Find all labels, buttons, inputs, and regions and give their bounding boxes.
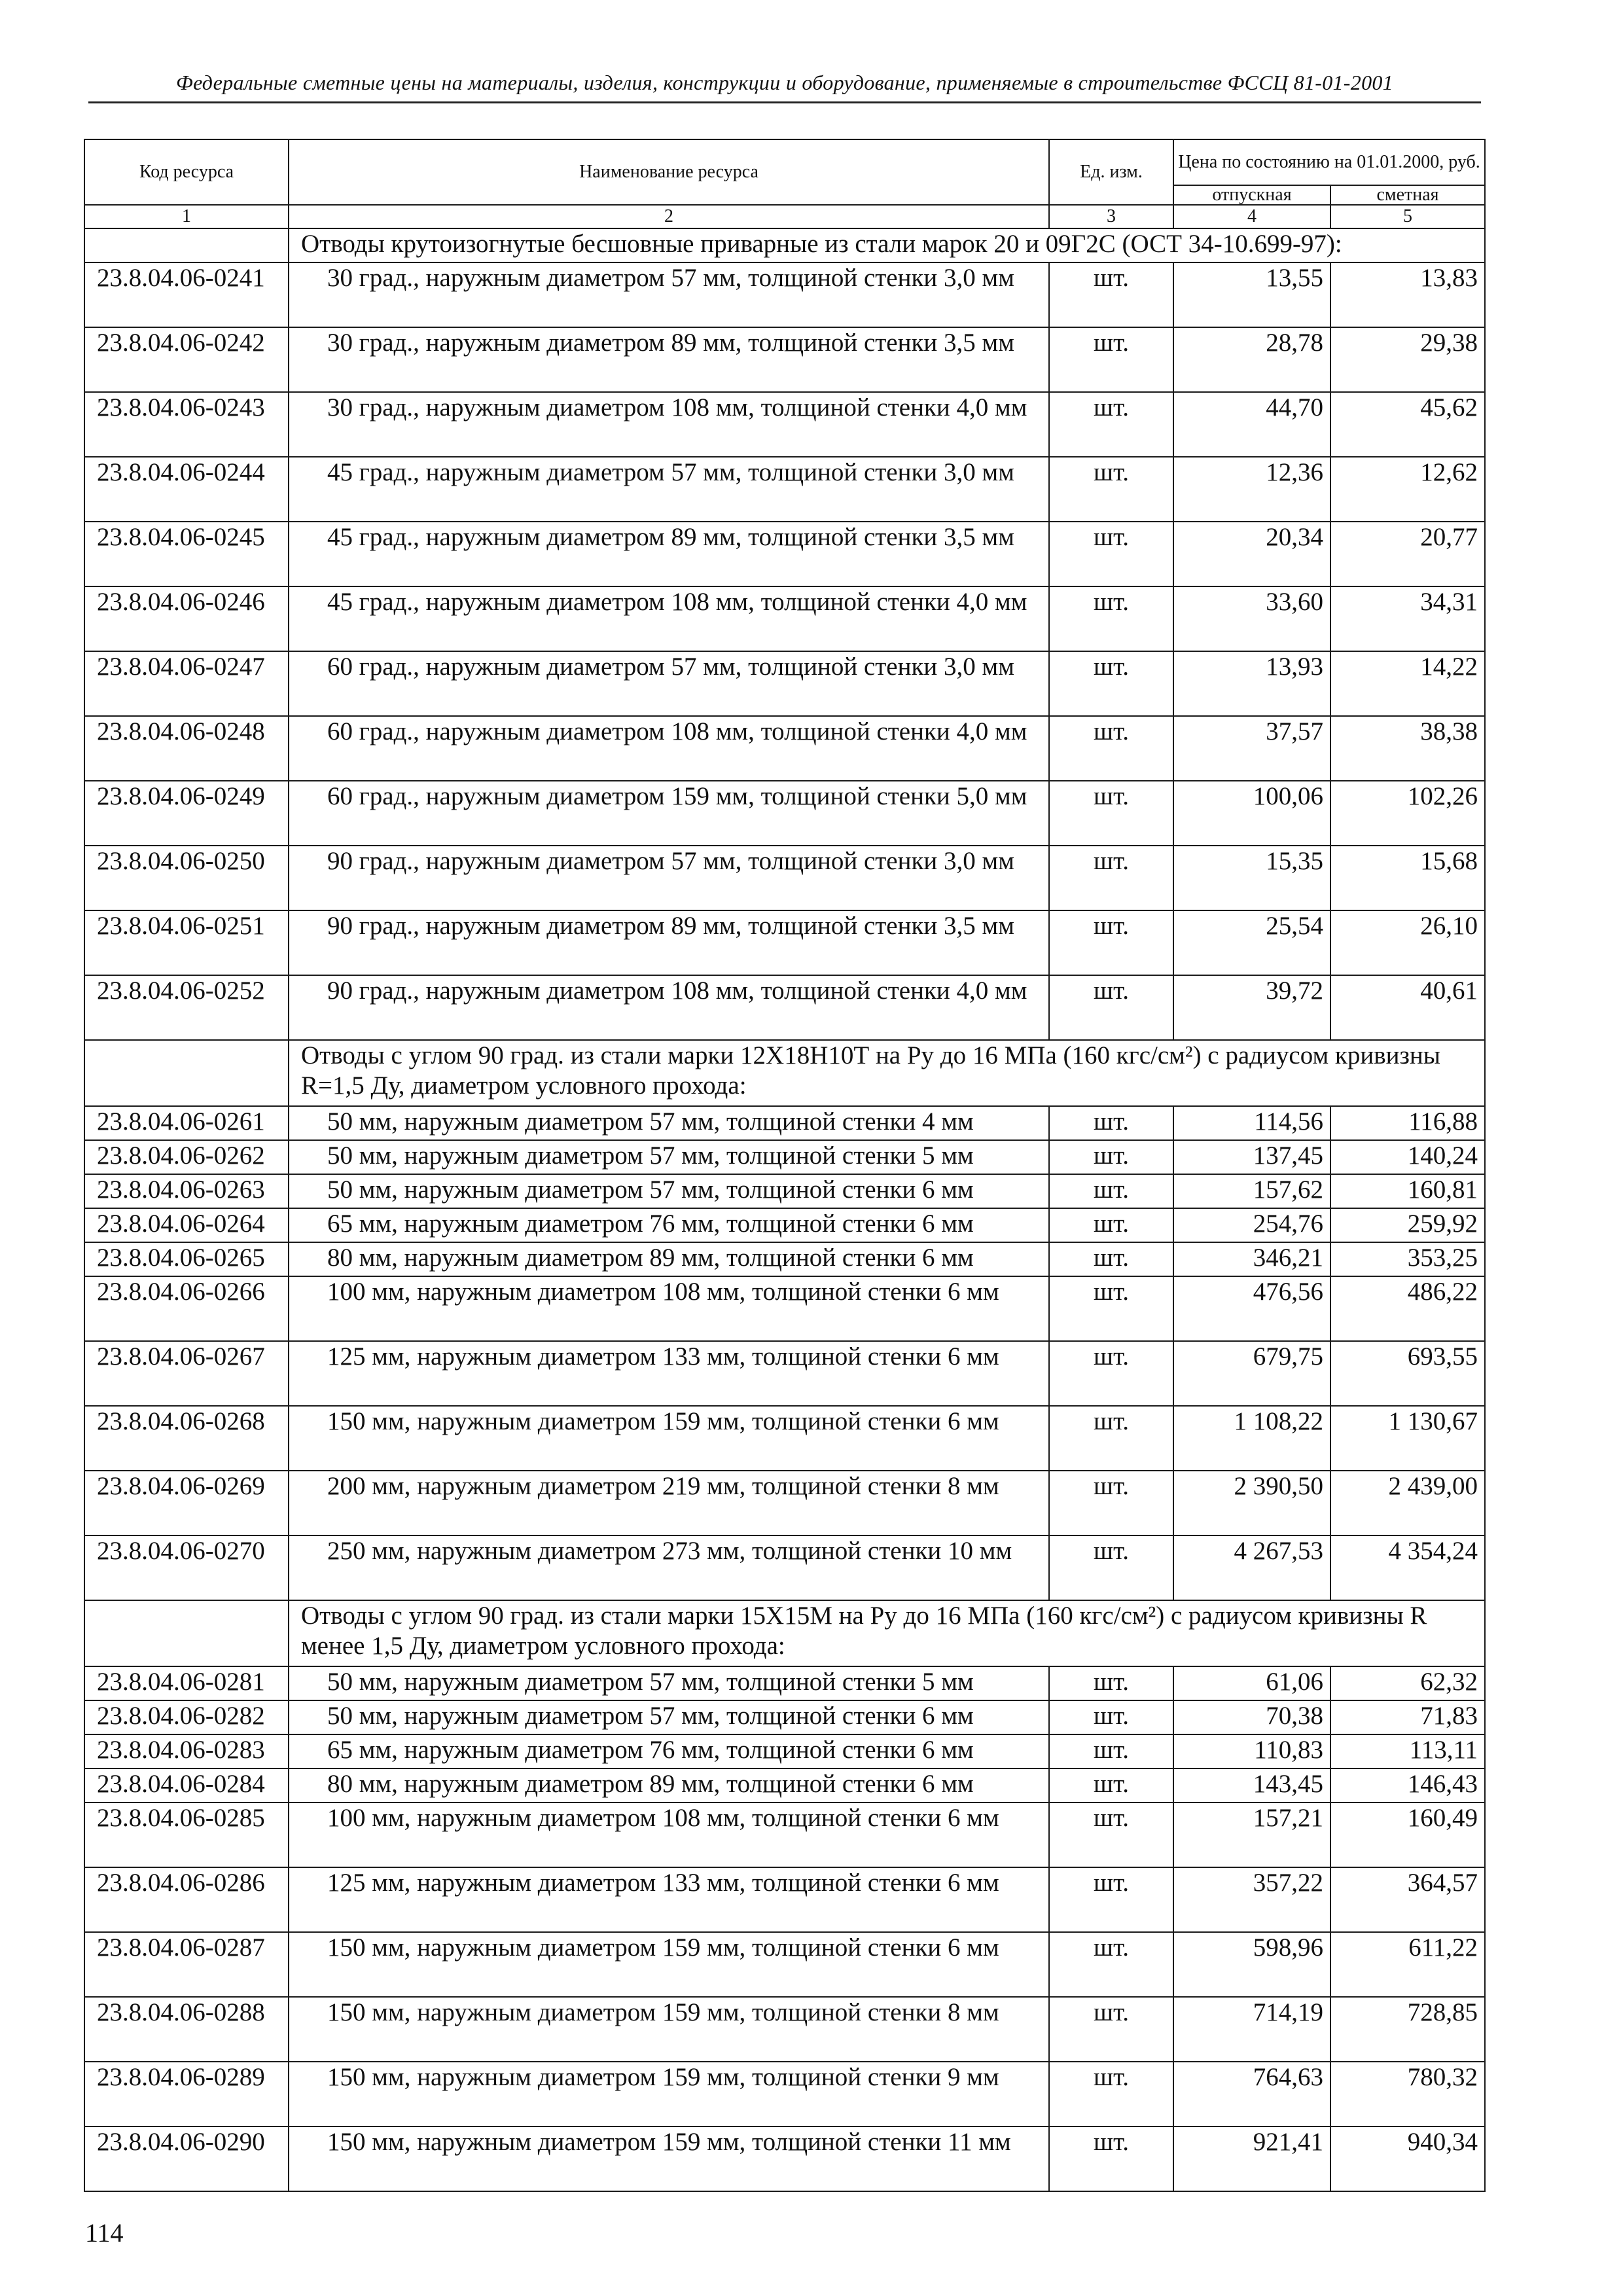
group-row <box>84 228 1485 262</box>
price-wholesale: 476,56 <box>1173 1276 1330 1341</box>
unit: шт. <box>1049 1106 1173 1140</box>
unit: шт. <box>1049 262 1173 327</box>
resource-code: 23.8.04.06-0288 <box>84 1997 289 2062</box>
resource-name: 50 мм, наружным диаметром 57 мм, толщиной стенки 4 мм <box>289 1106 1049 1140</box>
price-table <box>84 139 1486 2192</box>
price-wholesale: 157,62 <box>1173 1174 1330 1208</box>
price-estimate: 353,25 <box>1330 1242 1485 1276</box>
resource-code: 23.8.04.06-0250 <box>84 846 289 910</box>
unit: шт. <box>1049 1768 1173 1803</box>
price-wholesale: 20,34 <box>1173 522 1330 586</box>
table-row <box>84 1406 1485 1471</box>
resource-code: 23.8.04.06-0267 <box>84 1341 289 1406</box>
table-row <box>84 1106 1485 1140</box>
resource-code: 23.8.04.06-0265 <box>84 1242 289 1276</box>
price-wholesale: 13,55 <box>1173 262 1330 327</box>
price-wholesale: 28,78 <box>1173 327 1330 392</box>
group-title: Отводы с углом 90 град. из стали марки 15Х15М на Ру до 16 МПа (160 кгс/см²) с радиусом кривизны R менее 1,5 Ду, диаметром условного прохода: <box>289 1600 1485 1666</box>
unit: шт. <box>1049 327 1173 392</box>
resource-name: 100 мм, наружным диаметром 108 мм, толщиной стенки 6 мм <box>289 1803 1049 1867</box>
resource-code: 23.8.04.06-0287 <box>84 1932 289 1997</box>
price-estimate: 116,88 <box>1330 1106 1485 1140</box>
price-estimate: 160,49 <box>1330 1803 1485 1867</box>
header-estimate: сметная <box>1330 185 1485 205</box>
resource-name: 45 град., наружным диаметром 108 мм, толщиной стенки 4,0 мм <box>289 586 1049 651</box>
resource-name: 50 мм, наружным диаметром 57 мм, толщиной стенки 6 мм <box>289 1174 1049 1208</box>
price-wholesale: 110,83 <box>1173 1734 1330 1768</box>
table-row <box>84 1208 1485 1242</box>
resource-name: 50 мм, наружным диаметром 57 мм, толщиной стенки 5 мм <box>289 1666 1049 1700</box>
price-estimate: 20,77 <box>1330 522 1485 586</box>
price-wholesale: 100,06 <box>1173 781 1330 846</box>
price-wholesale: 70,38 <box>1173 1700 1330 1734</box>
resource-name: 90 град., наружным диаметром 108 мм, толщиной стенки 4,0 мм <box>289 975 1049 1040</box>
group-row <box>84 1600 1485 1666</box>
table-row <box>84 1932 1485 1997</box>
resource-name: 60 град., наружным диаметром 159 мм, толщиной стенки 5,0 мм <box>289 781 1049 846</box>
resource-name: 150 мм, наружным диаметром 159 мм, толщиной стенки 9 мм <box>289 2062 1049 2126</box>
unit: шт. <box>1049 1341 1173 1406</box>
price-estimate: 29,38 <box>1330 327 1485 392</box>
table-row <box>84 910 1485 975</box>
table-row <box>84 1242 1485 1276</box>
table-row <box>84 1700 1485 1734</box>
unit: шт. <box>1049 1140 1173 1174</box>
unit: шт. <box>1049 457 1173 522</box>
price-estimate: 26,10 <box>1330 910 1485 975</box>
price-estimate: 364,57 <box>1330 1867 1485 1932</box>
price-wholesale: 44,70 <box>1173 392 1330 457</box>
table-row <box>84 392 1485 457</box>
price-estimate: 38,38 <box>1330 716 1485 781</box>
table-body <box>84 228 1485 2191</box>
table-row <box>84 716 1485 781</box>
price-estimate: 45,62 <box>1330 392 1485 457</box>
resource-name: 60 град., наружным диаметром 57 мм, толщиной стенки 3,0 мм <box>289 651 1049 716</box>
header-code: Код ресурса <box>84 139 289 205</box>
unit: шт. <box>1049 1867 1173 1932</box>
table-row <box>84 781 1485 846</box>
price-estimate: 40,61 <box>1330 975 1485 1040</box>
price-wholesale: 679,75 <box>1173 1341 1330 1406</box>
header-price: Цена по состоянию на 01.01.2000, руб. <box>1173 139 1485 185</box>
resource-code: 23.8.04.06-0286 <box>84 1867 289 1932</box>
resource-name: 125 мм, наружным диаметром 133 мм, толщиной стенки 6 мм <box>289 1867 1049 1932</box>
table-row <box>84 1276 1485 1341</box>
resource-code: 23.8.04.06-0269 <box>84 1471 289 1535</box>
resource-name: 50 мм, наружным диаметром 57 мм, толщиной стенки 5 мм <box>289 1140 1049 1174</box>
header-name: Наименование ресурса <box>289 139 1049 205</box>
table-row <box>84 327 1485 392</box>
price-wholesale: 764,63 <box>1173 2062 1330 2126</box>
header-wholesale: отпускная <box>1173 185 1330 205</box>
table-row <box>84 1997 1485 2062</box>
resource-code: 23.8.04.06-0263 <box>84 1174 289 1208</box>
table-row <box>84 2062 1485 2126</box>
unit: шт. <box>1049 1535 1173 1600</box>
resource-code: 23.8.04.06-0289 <box>84 2062 289 2126</box>
unit: шт. <box>1049 1932 1173 1997</box>
resource-code: 23.8.04.06-0244 <box>84 457 289 522</box>
group-code-cell <box>84 228 289 262</box>
unit: шт. <box>1049 392 1173 457</box>
price-wholesale: 921,41 <box>1173 2126 1330 2191</box>
unit: шт. <box>1049 2062 1173 2126</box>
price-estimate: 13,83 <box>1330 262 1485 327</box>
price-wholesale: 37,57 <box>1173 716 1330 781</box>
resource-code: 23.8.04.06-0290 <box>84 2126 289 2191</box>
resource-name: 150 мм, наружным диаметром 159 мм, толщиной стенки 6 мм <box>289 1932 1049 1997</box>
resource-name: 250 мм, наружным диаметром 273 мм, толщиной стенки 10 мм <box>289 1535 1049 1600</box>
price-wholesale: 143,45 <box>1173 1768 1330 1803</box>
unit: шт. <box>1049 1276 1173 1341</box>
price-wholesale: 714,19 <box>1173 1997 1330 2062</box>
resource-code: 23.8.04.06-0246 <box>84 586 289 651</box>
price-wholesale: 346,21 <box>1173 1242 1330 1276</box>
price-wholesale: 157,21 <box>1173 1803 1330 1867</box>
price-estimate: 693,55 <box>1330 1341 1485 1406</box>
table-row <box>84 1341 1485 1406</box>
unit: шт. <box>1049 1803 1173 1867</box>
resource-name: 150 мм, наружным диаметром 159 мм, толщиной стенки 6 мм <box>289 1406 1049 1471</box>
price-estimate: 34,31 <box>1330 586 1485 651</box>
price-wholesale: 4 267,53 <box>1173 1535 1330 1600</box>
price-wholesale: 598,96 <box>1173 1932 1330 1997</box>
resource-name: 100 мм, наружным диаметром 108 мм, толщиной стенки 6 мм <box>289 1276 1049 1341</box>
resource-code: 23.8.04.06-0266 <box>84 1276 289 1341</box>
price-estimate: 259,92 <box>1330 1208 1485 1242</box>
table-row <box>84 1140 1485 1174</box>
resource-name: 30 град., наружным диаметром 108 мм, толщиной стенки 4,0 мм <box>289 392 1049 457</box>
unit: шт. <box>1049 716 1173 781</box>
unit: шт. <box>1049 781 1173 846</box>
price-estimate: 2 439,00 <box>1330 1471 1485 1535</box>
resource-code: 23.8.04.06-0261 <box>84 1106 289 1140</box>
price-wholesale: 25,54 <box>1173 910 1330 975</box>
resource-code: 23.8.04.06-0249 <box>84 781 289 846</box>
table-row <box>84 651 1485 716</box>
table-row <box>84 1535 1485 1600</box>
resource-code: 23.8.04.06-0245 <box>84 522 289 586</box>
unit: шт. <box>1049 2126 1173 2191</box>
table-row <box>84 1174 1485 1208</box>
resource-name: 80 мм, наружным диаметром 89 мм, толщиной стенки 6 мм <box>289 1242 1049 1276</box>
resource-name: 50 мм, наружным диаметром 57 мм, толщиной стенки 6 мм <box>289 1700 1049 1734</box>
price-wholesale: 15,35 <box>1173 846 1330 910</box>
table-row <box>84 1768 1485 1803</box>
price-wholesale: 137,45 <box>1173 1140 1330 1174</box>
table-row <box>84 1666 1485 1700</box>
group-title: Отводы с углом 90 град. из стали марки 12Х18Н10Т на Ру до 16 МПа (160 кгс/см²) с радиусом кривизны R=1,5 Ду, диаметром условного прохода: <box>289 1040 1485 1106</box>
resource-code: 23.8.04.06-0248 <box>84 716 289 781</box>
table-row <box>84 1867 1485 1932</box>
price-wholesale: 61,06 <box>1173 1666 1330 1700</box>
price-estimate: 160,81 <box>1330 1174 1485 1208</box>
price-wholesale: 33,60 <box>1173 586 1330 651</box>
price-estimate: 15,68 <box>1330 846 1485 910</box>
price-estimate: 140,24 <box>1330 1140 1485 1174</box>
resource-name: 45 град., наружным диаметром 89 мм, толщиной стенки 3,5 мм <box>289 522 1049 586</box>
resource-name: 90 град., наружным диаметром 89 мм, толщиной стенки 3,5 мм <box>289 910 1049 975</box>
price-estimate: 4 354,24 <box>1330 1535 1485 1600</box>
unit: шт. <box>1049 975 1173 1040</box>
price-wholesale: 13,93 <box>1173 651 1330 716</box>
col-number: 2 <box>289 205 1049 228</box>
table-row <box>84 2126 1485 2191</box>
price-wholesale: 357,22 <box>1173 1867 1330 1932</box>
table-row <box>84 522 1485 586</box>
table-row <box>84 1471 1485 1535</box>
table-row <box>84 975 1485 1040</box>
unit: шт. <box>1049 846 1173 910</box>
price-wholesale: 254,76 <box>1173 1208 1330 1242</box>
price-estimate: 113,11 <box>1330 1734 1485 1768</box>
header-unit: Ед. изм. <box>1049 139 1173 205</box>
unit: шт. <box>1049 1997 1173 2062</box>
unit: шт. <box>1049 910 1173 975</box>
unit: шт. <box>1049 1208 1173 1242</box>
resource-name: 65 мм, наружным диаметром 76 мм, толщиной стенки 6 мм <box>289 1208 1049 1242</box>
price-estimate: 71,83 <box>1330 1700 1485 1734</box>
price-wholesale: 2 390,50 <box>1173 1471 1330 1535</box>
col-number: 1 <box>84 205 289 228</box>
price-wholesale: 1 108,22 <box>1173 1406 1330 1471</box>
table-row <box>84 586 1485 651</box>
table-row <box>84 1803 1485 1867</box>
unit: шт. <box>1049 651 1173 716</box>
resource-code: 23.8.04.06-0242 <box>84 327 289 392</box>
price-estimate: 14,22 <box>1330 651 1485 716</box>
unit: шт. <box>1049 1734 1173 1768</box>
unit: шт. <box>1049 1406 1173 1471</box>
resource-name: 45 град., наружным диаметром 57 мм, толщиной стенки 3,0 мм <box>289 457 1049 522</box>
resource-name: 30 град., наружным диаметром 57 мм, толщиной стенки 3,0 мм <box>289 262 1049 327</box>
price-wholesale: 114,56 <box>1173 1106 1330 1140</box>
price-estimate: 62,32 <box>1330 1666 1485 1700</box>
table-row <box>84 262 1485 327</box>
unit: шт. <box>1049 1700 1173 1734</box>
price-estimate: 102,26 <box>1330 781 1485 846</box>
table-row <box>84 846 1485 910</box>
resource-code: 23.8.04.06-0270 <box>84 1535 289 1600</box>
price-estimate: 1 130,67 <box>1330 1406 1485 1471</box>
resource-code: 23.8.04.06-0283 <box>84 1734 289 1768</box>
resource-code: 23.8.04.06-0252 <box>84 975 289 1040</box>
resource-name: 65 мм, наружным диаметром 76 мм, толщиной стенки 6 мм <box>289 1734 1049 1768</box>
col-number: 5 <box>1330 205 1485 228</box>
resource-code: 23.8.04.06-0247 <box>84 651 289 716</box>
group-code-cell <box>84 1040 289 1106</box>
price-estimate: 486,22 <box>1330 1276 1485 1341</box>
resource-code: 23.8.04.06-0264 <box>84 1208 289 1242</box>
resource-code: 23.8.04.06-0284 <box>84 1768 289 1803</box>
page-number: 114 <box>85 2218 124 2248</box>
col-number: 4 <box>1173 205 1330 228</box>
price-estimate: 940,34 <box>1330 2126 1485 2191</box>
resource-code: 23.8.04.06-0241 <box>84 262 289 327</box>
group-title: Отводы крутоизогнутые бесшовные приварные из стали марок 20 и 09Г2С (ОСТ 34-10.699-97): <box>289 228 1485 262</box>
price-estimate: 12,62 <box>1330 457 1485 522</box>
resource-code: 23.8.04.06-0262 <box>84 1140 289 1174</box>
price-wholesale: 39,72 <box>1173 975 1330 1040</box>
unit: шт. <box>1049 586 1173 651</box>
resource-name: 60 град., наружным диаметром 108 мм, толщиной стенки 4,0 мм <box>289 716 1049 781</box>
resource-name: 125 мм, наружным диаметром 133 мм, толщиной стенки 6 мм <box>289 1341 1049 1406</box>
resource-code: 23.8.04.06-0243 <box>84 392 289 457</box>
running-header: Федеральные сметные цены на материалы, изделия, конструкции и оборудование, применяемые в строительстве ФССЦ 81-01-2001 <box>88 71 1481 103</box>
resource-code: 23.8.04.06-0281 <box>84 1666 289 1700</box>
price-wholesale: 12,36 <box>1173 457 1330 522</box>
unit: шт. <box>1049 1174 1173 1208</box>
unit: шт. <box>1049 522 1173 586</box>
resource-name: 200 мм, наружным диаметром 219 мм, толщиной стенки 8 мм <box>289 1471 1049 1535</box>
price-estimate: 780,32 <box>1330 2062 1485 2126</box>
price-estimate: 611,22 <box>1330 1932 1485 1997</box>
table-row <box>84 457 1485 522</box>
resource-code: 23.8.04.06-0282 <box>84 1700 289 1734</box>
group-row <box>84 1040 1485 1106</box>
unit: шт. <box>1049 1242 1173 1276</box>
resource-code: 23.8.04.06-0251 <box>84 910 289 975</box>
price-estimate: 728,85 <box>1330 1997 1485 2062</box>
resource-name: 90 град., наружным диаметром 57 мм, толщиной стенки 3,0 мм <box>289 846 1049 910</box>
resource-code: 23.8.04.06-0285 <box>84 1803 289 1867</box>
resource-code: 23.8.04.06-0268 <box>84 1406 289 1471</box>
resource-name: 30 град., наружным диаметром 89 мм, толщиной стенки 3,5 мм <box>289 327 1049 392</box>
col-number: 3 <box>1049 205 1173 228</box>
price-estimate: 146,43 <box>1330 1768 1485 1803</box>
resource-name: 80 мм, наружным диаметром 89 мм, толщиной стенки 6 мм <box>289 1768 1049 1803</box>
group-code-cell <box>84 1600 289 1666</box>
table-row <box>84 1734 1485 1768</box>
resource-name: 150 мм, наружным диаметром 159 мм, толщиной стенки 8 мм <box>289 1997 1049 2062</box>
unit: шт. <box>1049 1471 1173 1535</box>
resource-name: 150 мм, наружным диаметром 159 мм, толщиной стенки 11 мм <box>289 2126 1049 2191</box>
unit: шт. <box>1049 1666 1173 1700</box>
